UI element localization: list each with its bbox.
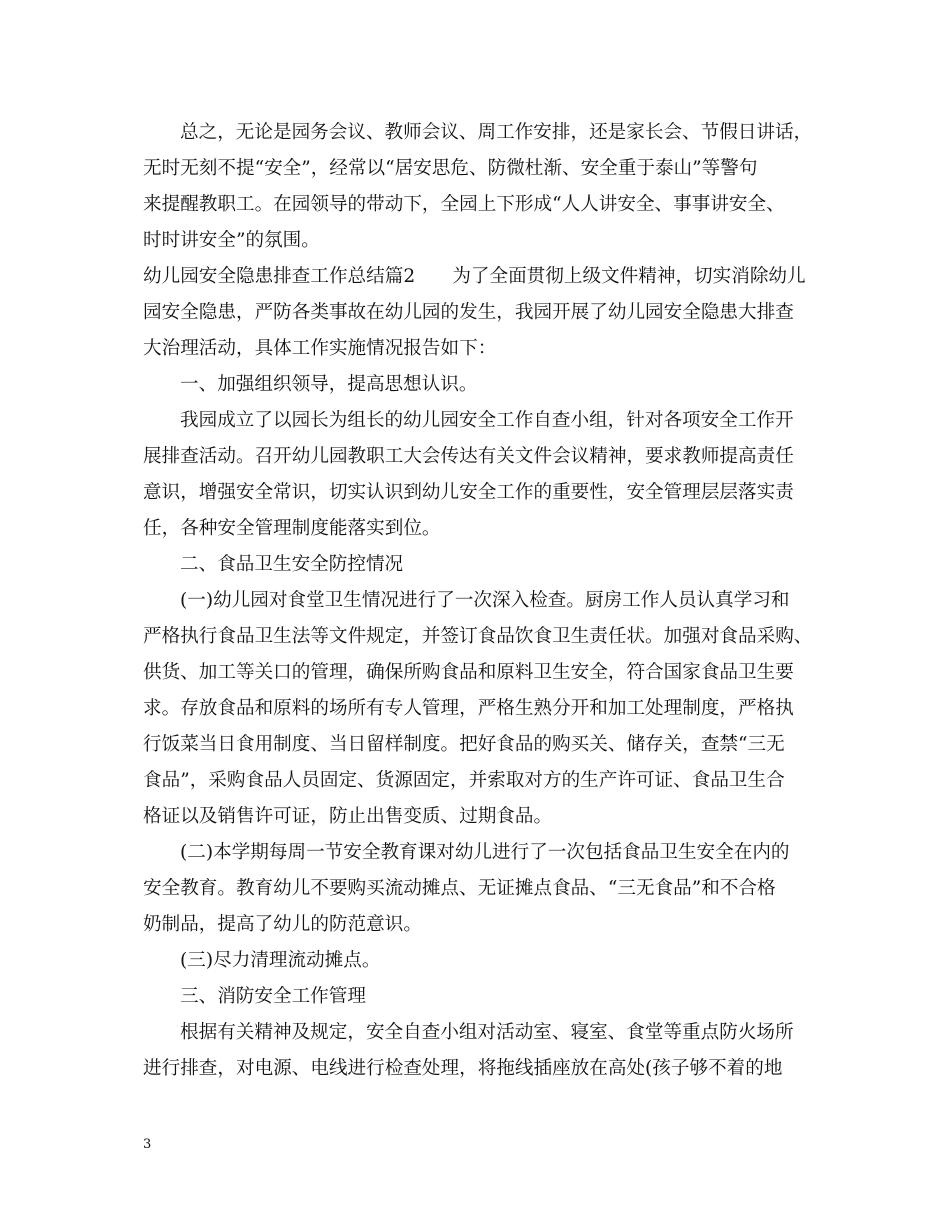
paragraph-line: 园安全隐患，严防各类事故在幼儿园的发生，我园开展了幼儿园安全隐患大排查 [143,302,794,323]
paragraph-line: 食品”，采购食品人员固定、货源固定，并索取对方的生产许可证、食品卫生合 [143,770,785,791]
paragraph-line: 根据有关精神及规定，安全自查小组对活动室、寝室、食堂等重点防火场所 [180,1022,794,1043]
paragraph-line: 任，各种安全管理制度能落实到位。 [143,518,441,539]
paragraph-line: 严格执行食品卫生法等文件规定，并签订食品饮食卫生责任状。加强对食品采购、 [143,626,813,647]
paragraph-line: (二)本学期每周一节安全教育课对幼儿进行了一次包括食品卫生安全在内的 [180,842,790,863]
paragraph-line: 我园成立了以园长为组长的幼儿园安全工作自查小组，针对各项安全工作开 [180,410,794,431]
paragraph-line: 意识，增强安全常识，切实认识到幼儿安全工作的重要性，安全管理层层落实责 [143,482,794,503]
heading-line: 二、食品卫生安全防控情况 [180,554,404,575]
paragraph-line: 行饭菜当日食用制度、当日留样制度。把好食品的购买关、储存关，查禁“三无 [143,734,785,755]
paragraph-line: 展排查活动。召开幼儿园教职工大会传达有关文件会议精神，要求教师提高责任 [143,446,794,467]
paragraph-line: 供货、加工等关口的管理，确保所购食品和原料卫生安全，符合国家食品卫生要 [143,662,794,683]
paragraph-line: (三)尽力清理流动摊点。 [180,950,381,971]
heading-line: 一、加强组织领导，提高思想认识。 [180,374,478,395]
section-heading-line: 幼儿园安全隐患排查工作总结篇2 为了全面贯彻上级文件精神，切实消除幼儿 [143,266,806,287]
paragraph-line: 求。存放食品和原料的场所有专人管理，严格生熟分开和加工处理制度，严格执 [143,698,794,719]
heading-line: 三、消防安全工作管理 [180,986,366,1007]
paragraph-line: 奶制品，提高了幼儿的防范意识。 [143,914,422,935]
paragraph-line: 时时讲安全”的氛围。 [143,230,320,251]
paragraph-line: 安全教育。教育幼儿不要购买流动摊点、无证摊点食品、“三无食品”和不合格 [143,878,776,899]
paragraph-line: 大治理活动，具体工作实施情况报告如下： [143,338,497,359]
paragraph-line: 来提醒教职工。在园领导的带动下，全园上下形成“人人讲安全、事事讲安全、 [143,194,785,215]
paragraph-line: (一)幼儿园对食堂卫生情况进行了一次深入检查。厨房工作人员认真学习和 [180,590,790,611]
page-number: 3 [143,1137,152,1152]
paragraph-line: 总之，无论是园务会议、教师会议、周工作安排，还是家长会、节假日讲话， [180,122,813,143]
paragraph-line: 进行排查，对电源、电线进行检查处理，将拖线插座放在高处(孩子够不着的地 [143,1058,783,1079]
paragraph-line: 无时无刻不提“安全”，经常以“居安思危、防微杜渐、安全重于泰山”等警句 [143,158,758,179]
paragraph-line: 格证以及销售许可证，防止出售变质、过期食品。 [143,806,553,827]
